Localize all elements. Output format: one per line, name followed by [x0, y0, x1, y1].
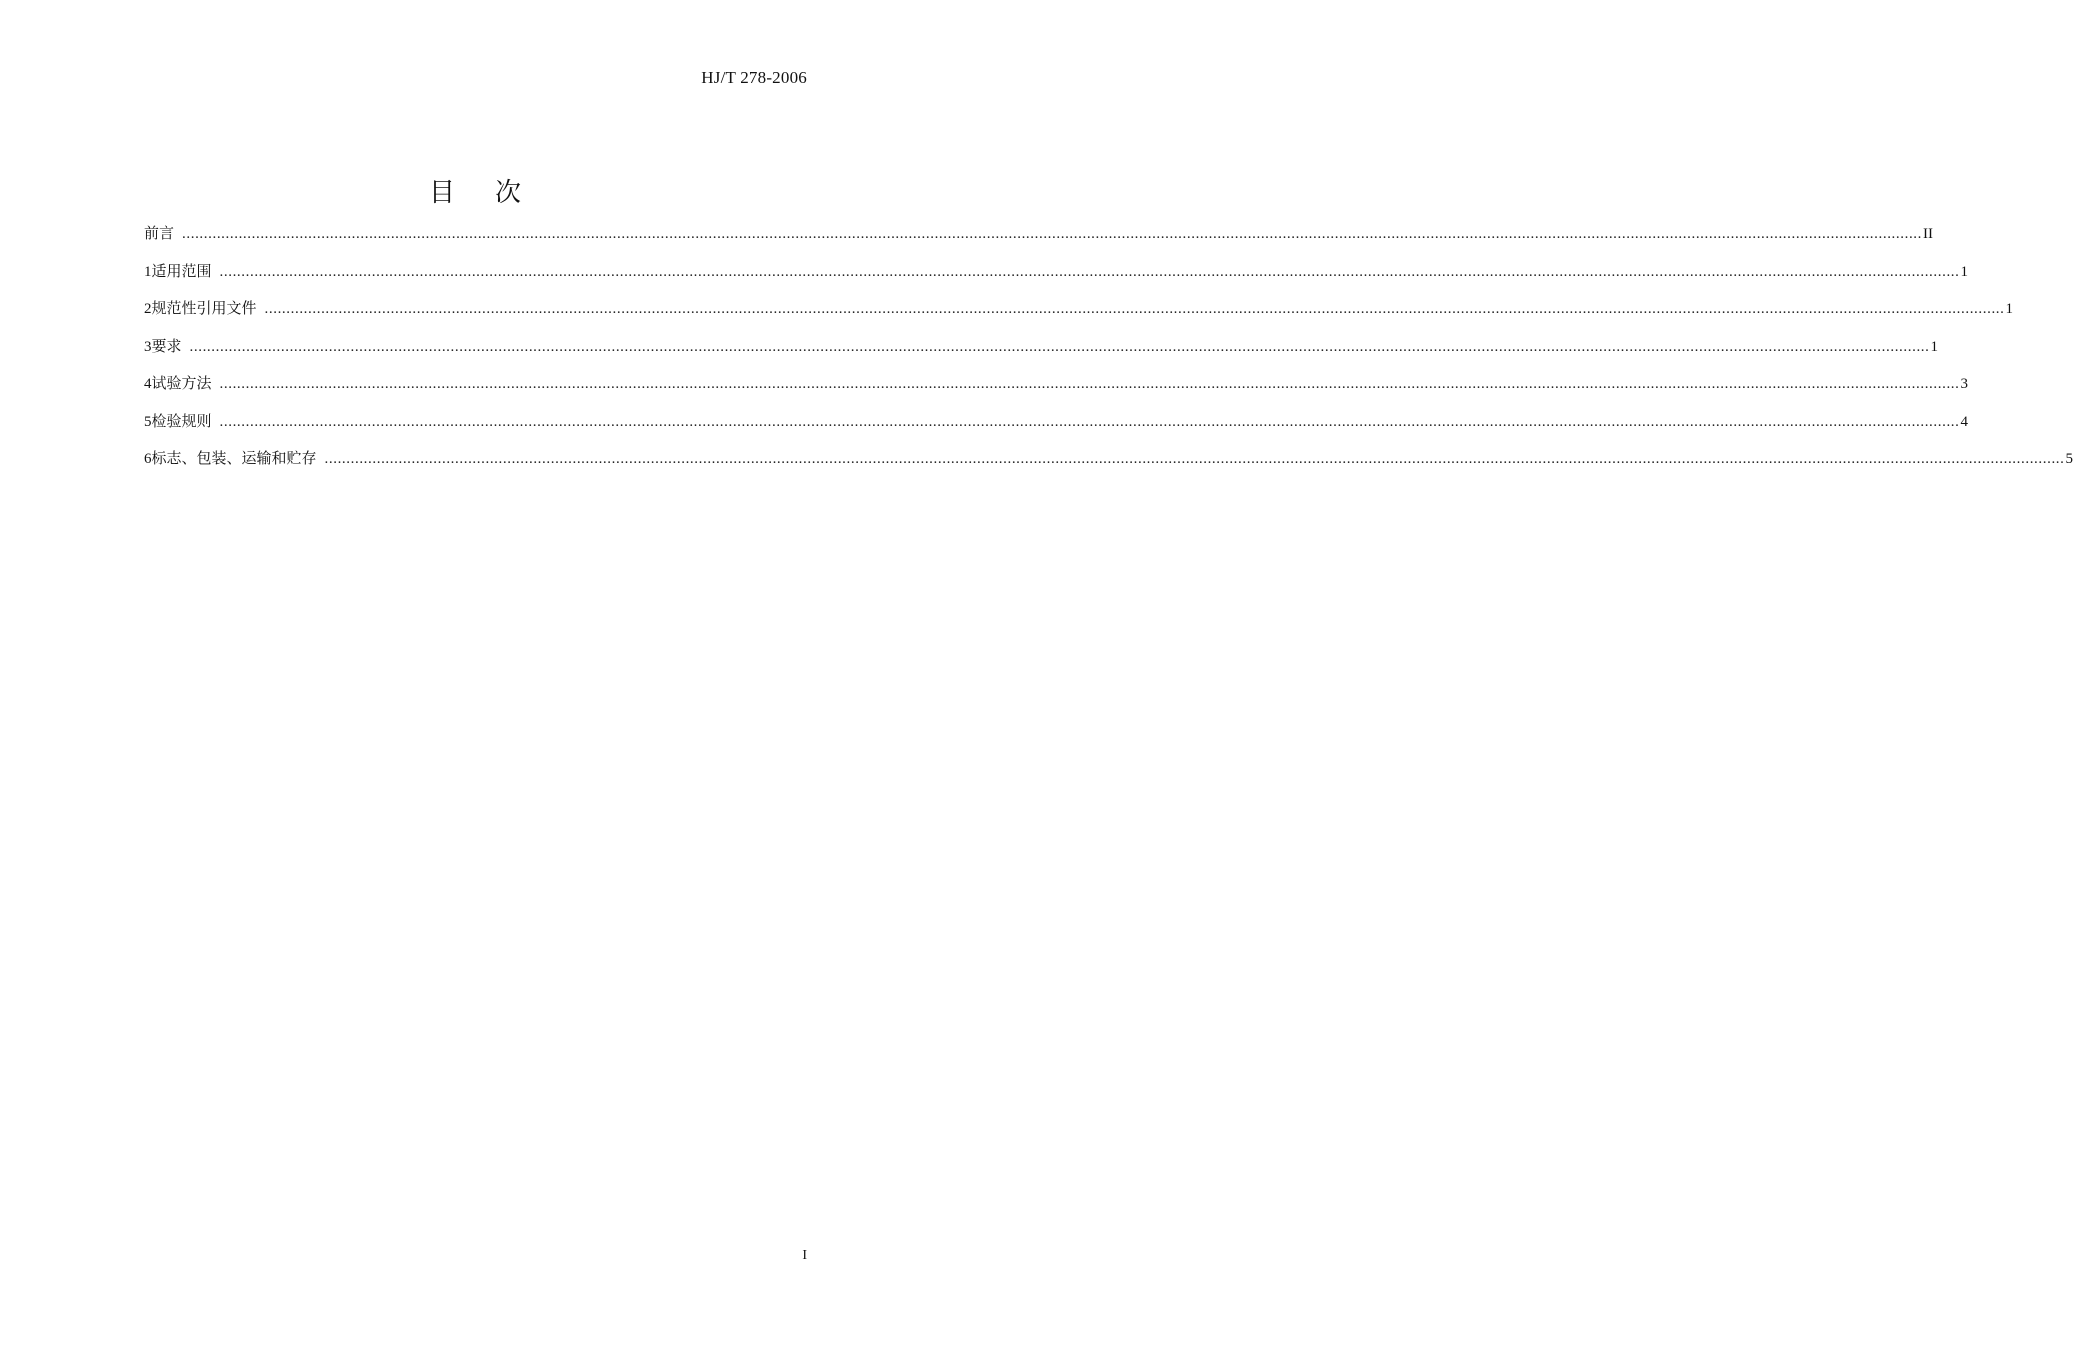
- toc-entry-page: II: [1923, 226, 1934, 242]
- toc-leader-dots: ................................................................................................................................................................................................................................................................................................................................................................................................................: [219, 413, 1960, 430]
- toc-entry-label: 适用范围: [151, 263, 212, 280]
- toc-entry-page: 5: [2065, 451, 2073, 467]
- toc-title: [0, 172, 950, 209]
- toc-entry-page: 1: [2005, 301, 2014, 317]
- toc-entry-normative-references[interactable]: [144, 297, 2014, 335]
- toc-entry-number: 1: [144, 263, 152, 280]
- toc-entry-inspection-rules[interactable]: [144, 410, 1969, 448]
- toc-leader-dots: ................................................................................................................................................................................................................................................................................................................................................................................................................: [264, 301, 2005, 317]
- page-number: I: [802, 1248, 807, 1263]
- toc-entry-label: 规范性引用文件: [151, 301, 257, 317]
- toc-entry-scope[interactable]: [144, 260, 1969, 298]
- toc-entry-number: 3: [144, 338, 152, 355]
- toc-entry-number: 5: [144, 413, 152, 430]
- toc-entry-label: 检验规则: [151, 413, 212, 430]
- toc-entry-number: 6: [144, 451, 152, 467]
- toc-entry-marking-packaging[interactable]: [144, 447, 2073, 485]
- toc-list: [144, 222, 2073, 485]
- toc-entry-foreword[interactable]: [144, 222, 1934, 260]
- toc-entry-label: 前言: [144, 226, 175, 242]
- toc-leader-dots: ................................................................................................................................................................................................................................................................................................................................................................................................................: [324, 451, 2065, 467]
- toc-entry-label: 标志、包装、运输和贮存: [151, 451, 317, 467]
- toc-entry-number: 4: [144, 376, 152, 392]
- toc-entry-page: 3: [1960, 376, 1969, 392]
- toc-entry-requirements[interactable]: [144, 335, 1939, 373]
- toc-entry-page: 1: [1960, 263, 1969, 280]
- toc-leader-dots: ................................................................................................................................................................................................................................................................................................................................................................................................................: [189, 338, 1930, 355]
- toc-leader-dots: ................................................................................................................................................................................................................................................................................................................................................................................................................: [219, 376, 1960, 392]
- toc-title-char-1: 目: [428, 178, 455, 207]
- toc-entry-label: 试验方法: [151, 376, 212, 392]
- toc-title-char-2: 次: [495, 178, 522, 207]
- toc-entry-test-methods[interactable]: [144, 372, 1969, 410]
- toc-entry-label: 要求: [151, 338, 182, 355]
- toc-entry-page: 1: [1930, 338, 1939, 355]
- toc-entry-number: 2: [144, 301, 152, 317]
- document-code: HJ/T 278-2006: [701, 68, 807, 87]
- toc-leader-dots: ................................................................................................................................................................................................................................................................................................................................................................................................................: [182, 226, 1923, 242]
- toc-entry-page: 4: [1960, 413, 1969, 430]
- toc-leader-dots: ................................................................................................................................................................................................................................................................................................................................................................................................................: [219, 263, 1960, 280]
